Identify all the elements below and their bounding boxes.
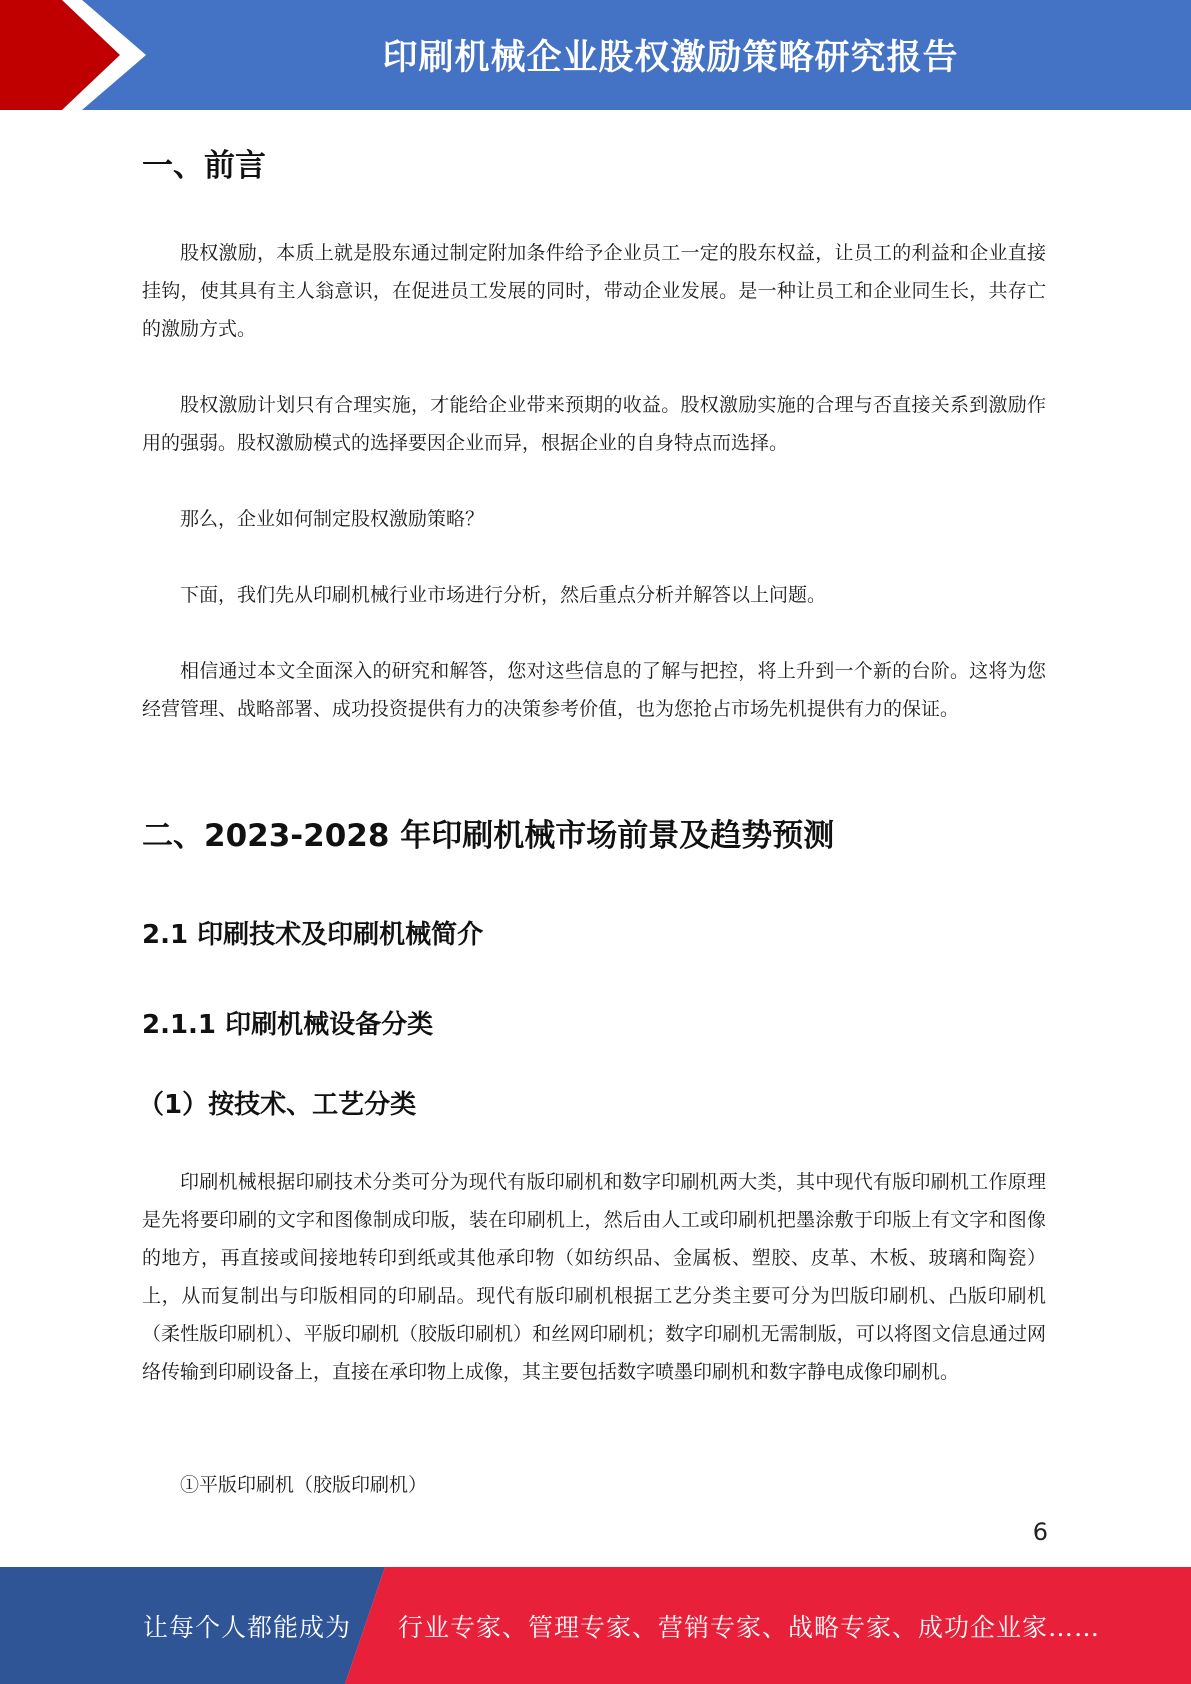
subsection-1-heading: （1）按技术、工艺分类 bbox=[138, 1090, 417, 1120]
list-item-offset-press: ①平版印刷机（胶版印刷机） bbox=[180, 1474, 428, 1496]
preface-paragraph-3: 那么，企业如何制定股权激励策略？ bbox=[180, 508, 485, 530]
market-heading: 二、2023-2028 年印刷机械市场前景及趋势预测 bbox=[142, 818, 835, 854]
footer-slogan-left: 让每个人都能成为 bbox=[143, 1612, 352, 1642]
preface-paragraph-2: 股权激励计划只有合理实施，才能给企业带来预期的收益。股权激励实施的合理与否直接关系到激励作用的强弱。股权激励模式的选择要因企业而异，根据企业的自身特点而选择。 bbox=[142, 394, 1046, 454]
classification-paragraph: 印刷机械根据印刷技术分类可分为现代有版印刷机和数字印刷机两大类，其中现代有版印刷机工作原理是先将要印刷的文字和图像制成印版，装在印刷机上，然后由人工或印刷机把墨涂敷于印版上有文字和图像的地方，再直接或间接地转印到纸或其他承印物（如纺织品、金属板、塑胶、皮革、木板、玻璃和陶瓷）上，从而复制出与印版相同的印刷品。现代有版印刷机根据工艺分类主要可分为凹版印刷机、凸版印刷机（柔性版印刷机）、平版印刷机（胶版印刷机）和丝网印刷机；数字印刷机无需制版，可以将图文信息通过网络传输到印刷设备上，直接在承印物上成像，其主要包括数字喷墨印刷机和数字静电成像印刷机。 bbox=[142, 1171, 1046, 1383]
header-band bbox=[0, 0, 1191, 110]
subsection-2-1-1-heading: 2.1.1 印刷机械设备分类 bbox=[142, 1010, 434, 1040]
preface-heading: 一、前言 bbox=[142, 148, 266, 184]
footer-band bbox=[0, 1567, 1191, 1684]
report-title: 印刷机械企业股权激励策略研究报告 bbox=[382, 38, 959, 78]
page-number: 6 bbox=[1032, 1518, 1048, 1546]
preface-paragraph-1: 股权激励，本质上就是股东通过制定附加条件给予企业员工一定的股东权益，让员工的利益和企业直接挂钩，使其具有主人翁意识，在促进员工发展的同时，带动企业发展。是一种让员工和企业同生长，共存亡的激励方式。 bbox=[142, 242, 1046, 340]
subsection-2-1-heading: 2.1 印刷技术及印刷机械简介 bbox=[142, 920, 484, 950]
preface-paragraph-4: 下面，我们先从印刷机械行业市场进行分析，然后重点分析并解答以上问题。 bbox=[180, 584, 827, 606]
preface-paragraph-5: 相信通过本文全面深入的研究和解答，您对这些信息的了解与把控，将上升到一个新的台阶。这将为您经营管理、战略部署、成功投资提供有力的决策参考价值，也为您抢占市场先机提供有力的保证。 bbox=[142, 660, 1046, 720]
header-chevron-decoration bbox=[0, 0, 160, 110]
footer-slogan-right: 行业专家、管理专家、营销专家、战略专家、成功企业家…… bbox=[398, 1612, 1101, 1642]
